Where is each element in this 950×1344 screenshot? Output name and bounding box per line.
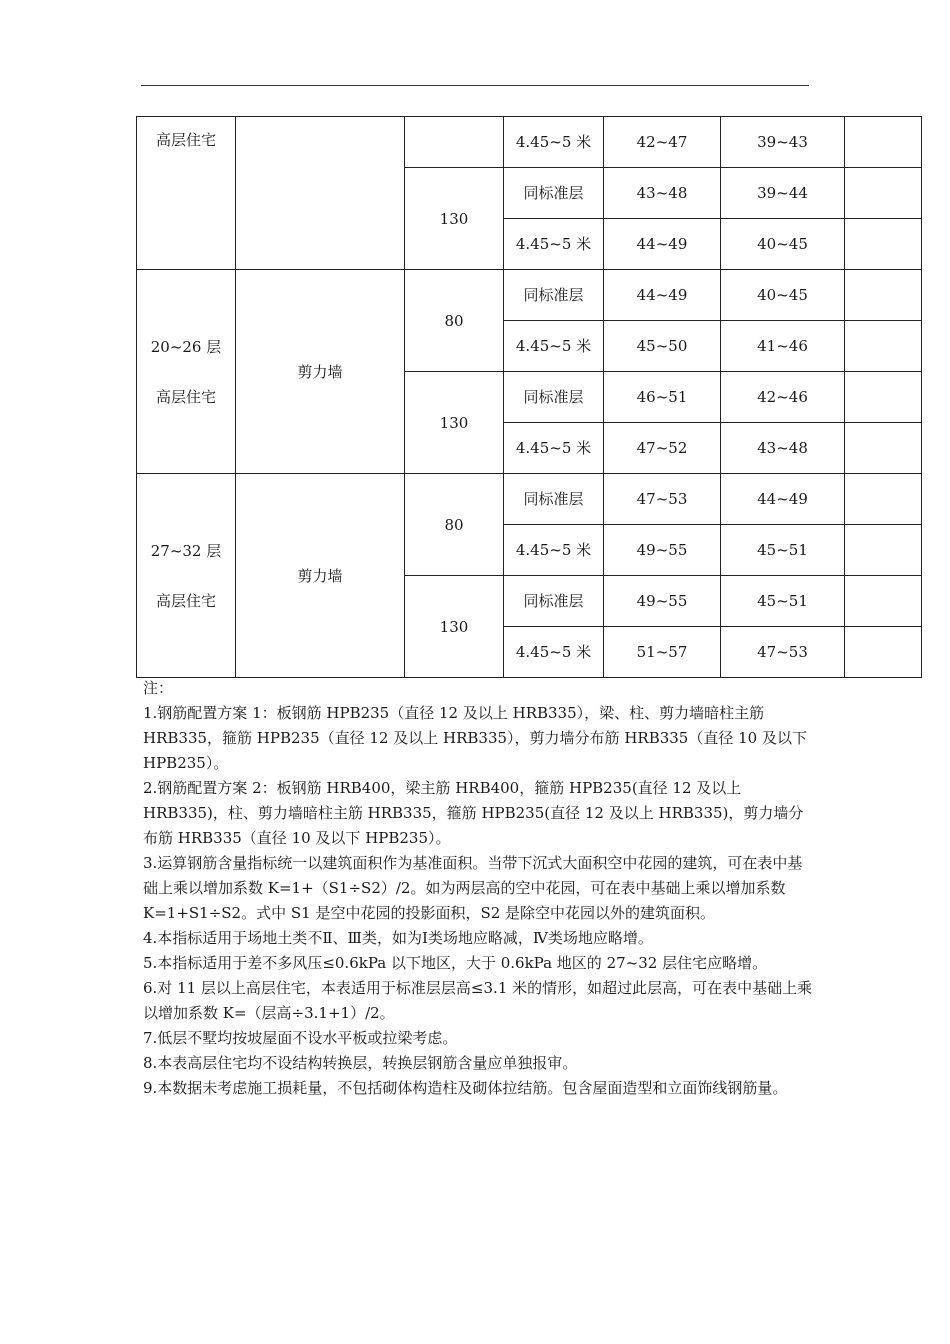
value-cell: 39~44	[721, 168, 845, 219]
header-rule	[141, 85, 809, 86]
floor-height-cell: 4.45~5 米	[504, 627, 604, 678]
floor-height-cell: 4.45~5 米	[504, 423, 604, 474]
empty-cell	[845, 219, 922, 270]
span-cell: 130	[405, 576, 504, 678]
note-item: 9.本数据未考虑施工损耗量，不包括砌体构造柱及砌体拉结筋。包含屋面造型和立面饰线钢筋量。	[143, 1079, 788, 1097]
span-cell: 80	[405, 270, 504, 372]
value-cell: 49~55	[604, 576, 721, 627]
span-cell	[405, 117, 504, 168]
value-cell: 45~51	[721, 525, 845, 576]
value-cell: 47~53	[604, 474, 721, 525]
floor-height-cell: 同标准层	[504, 576, 604, 627]
category-type: 高层住宅	[155, 387, 216, 406]
rebar-index-table	[136, 116, 922, 678]
span-cell: 130	[405, 168, 504, 270]
value-cell: 45~51	[721, 576, 845, 627]
note-item: 8.本表高层住宅均不设结构转换层，转换层钢筋含量应单独报审。	[143, 1054, 578, 1072]
floor-height-cell: 同标准层	[504, 474, 604, 525]
structure-cell: 剪力墙	[236, 474, 405, 678]
floor-height-cell: 4.45~5 米	[504, 117, 604, 168]
value-cell: 43~48	[721, 423, 845, 474]
value-cell: 45~50	[604, 321, 721, 372]
note-item: 4.本指标适用于场地土类不Ⅱ、Ⅲ类，如为Ⅰ类场地应略减，Ⅳ类场地应略增。	[143, 929, 653, 947]
empty-cell	[845, 321, 922, 372]
note-item: 2.钢筋配置方案 2：板钢筋 HRB400，梁主筋 HRB400，箍筋 HPB235(直径 12 及以上 HRB335)，柱、剪力墙暗柱主筋 HRB335，箍筋 HPB235(直径 12 及以上 HRB335)，剪力墙分布筋 HRB335（直径 10 及以下 HPB235）。	[143, 779, 804, 847]
floor-height-cell: 同标准层	[504, 168, 604, 219]
table-row	[137, 117, 922, 168]
floor-height-cell: 4.45~5 米	[504, 525, 604, 576]
value-cell: 42~46	[721, 372, 845, 423]
structure-cell: 剪力墙	[236, 270, 405, 474]
empty-cell	[845, 117, 922, 168]
value-cell: 44~49	[604, 270, 721, 321]
empty-cell	[845, 474, 922, 525]
value-cell: 40~45	[721, 270, 845, 321]
table-row	[137, 270, 922, 321]
value-cell: 51~57	[604, 627, 721, 678]
empty-cell	[845, 423, 922, 474]
note-item: 3.运算钢筋含量指标统一以建筑面积作为基准面积。当带下沉式大面积空中花园的建筑，可在表中基础上乘以增加系数 K=1+（S1÷S2）/2。如为两层高的空中花园，可在表中基础上乘以增加系数 K=1+S1÷S2。式中 S1 是空中花园的投影面积，S2 是除空中花园以外的建筑面积。	[143, 854, 803, 922]
value-cell: 46~51	[604, 372, 721, 423]
note-item: 7.低层不墅均按坡屋面不设水平板或拉梁考虑。	[143, 1029, 458, 1047]
category-cell	[137, 270, 236, 474]
value-cell: 42~47	[604, 117, 721, 168]
value-cell: 49~55	[604, 525, 721, 576]
value-cell: 44~49	[721, 474, 845, 525]
note-item: 5.本指标适用于差不多风压≤0.6kPa 以下地区，大于 0.6kPa 地区的 27~32 层住宅应略增。	[143, 954, 768, 972]
span-cell: 130	[405, 372, 504, 474]
notes-section	[143, 676, 813, 1101]
empty-cell	[845, 270, 922, 321]
floor-height-cell: 同标准层	[504, 270, 604, 321]
floor-height-cell: 4.45~5 米	[504, 321, 604, 372]
empty-cell	[845, 168, 922, 219]
value-cell: 41~46	[721, 321, 845, 372]
category-type: 高层住宅	[155, 591, 216, 610]
value-cell: 40~45	[721, 219, 845, 270]
note-item: 6.对 11 层以上高层住宅，本表适用于标准层层高≤3.1 米的情形，如超过此层高，可在表中基础上乘以增加系数 K=（层高÷3.1+1）/2。	[143, 979, 813, 1022]
floor-height-cell: 同标准层	[504, 372, 604, 423]
structure-cell	[236, 117, 405, 270]
empty-cell	[845, 525, 922, 576]
value-cell: 47~52	[604, 423, 721, 474]
category-floors: 27~32 层	[150, 541, 222, 560]
notes-heading: 注：	[143, 679, 174, 697]
value-cell: 44~49	[604, 219, 721, 270]
value-cell: 39~43	[721, 117, 845, 168]
category-floors: 20~26 层	[150, 337, 222, 356]
empty-cell	[845, 576, 922, 627]
category-cell: 高层住宅	[137, 117, 236, 270]
category-cell	[137, 474, 236, 678]
value-cell: 47~53	[721, 627, 845, 678]
span-cell: 80	[405, 474, 504, 576]
floor-height-cell: 4.45~5 米	[504, 219, 604, 270]
empty-cell	[845, 372, 922, 423]
empty-cell	[845, 627, 922, 678]
table-row	[137, 474, 922, 525]
note-item: 1.钢筋配置方案 1：板钢筋 HPB235（直径 12 及以上 HRB335），梁、柱、剪力墙暗柱主筋 HRB335，箍筋 HPB235（直径 12 及以上 HRB335），剪力墙分布筋 HRB335（直径 10 及以下 HPB235）。	[143, 704, 807, 772]
value-cell: 43~48	[604, 168, 721, 219]
